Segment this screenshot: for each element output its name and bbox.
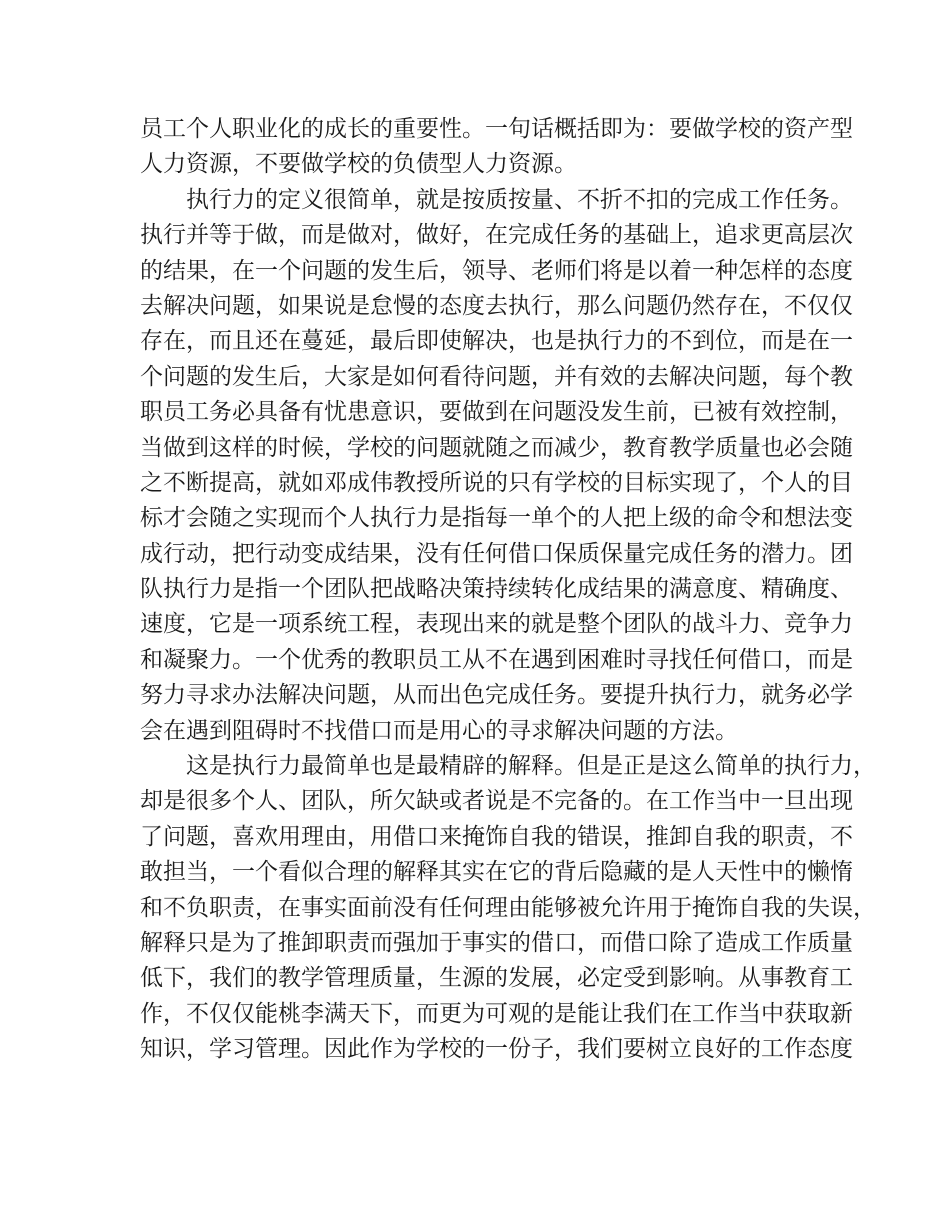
text-line: 敢担当，一个看似合理的解释其实在它的背后隐藏的是人天性中的懒惰: [140, 859, 853, 886]
text-line: 作，不仅仅能桃李满天下，而更为可观的是能让我们在工作当中获取新: [140, 1000, 853, 1027]
text-line: 的结果，在一个问题的发生后，领导、老师们将是以着一种怎样的态度: [140, 257, 853, 284]
text-line: 队执行力是指一个团队把战略决策持续转化成结果的满意度、精确度、: [140, 576, 853, 603]
text-line: 人力资源，不要做学校的负债型人力资源。: [140, 151, 577, 178]
text-line: 当做到这样的时候，学校的问题就随之而减少，教育教学质量也必会随: [140, 434, 853, 461]
text-line: 知识，学习管理。因此作为学校的一份子，我们要树立良好的工作态度: [140, 1036, 853, 1063]
text-line: 成行动，把行动变成结果，没有任何借口保质保量完成任务的潜力。团: [140, 540, 853, 567]
text-line: 解释只是为了推卸职责而强加于事实的借口，而借口除了造成工作质量: [140, 929, 853, 956]
text-line: 标才会随之实现而个人执行力是指每一单个的人把上级的命令和想法变: [140, 505, 853, 532]
text-line: 执行并等于做，而是做对，做好，在完成任务的基础上，追求更高层次: [140, 222, 853, 249]
text-line: 速度，它是一项系统工程，表现出来的就是整个团队的战斗力、竞争力: [140, 611, 853, 638]
text-line: 了问题，喜欢用理由，用借口来掩饰自我的错误，推卸自我的职责，不: [140, 823, 853, 850]
text-line: 却是很多个人、团队，所欠缺或者说是不完备的。在工作当中一旦出现: [140, 788, 853, 815]
text-line: 低下，我们的教学管理质量，生源的发展，必定受到影响。从事教育工: [140, 965, 853, 992]
text-line: 之不断提高，就如邓成伟教授所说的只有学校的目标实现了，个人的目: [140, 469, 853, 496]
text-line: 会在遇到阻碍时不找借口而是用心的寻求解决问题的方法。: [140, 717, 738, 744]
text-line: 去解决问题，如果说是怠慢的态度去执行，那么问题仍然存在，不仅仅: [140, 292, 853, 319]
text-line: 这是执行力最简单也是最精辟的解释。但是正是这么简单的执行力，: [186, 753, 876, 780]
text-line: 努力寻求办法解决问题，从而出色完成任务。要提升执行力，就务必学: [140, 682, 853, 709]
text-line: 职员工务必具备有忧患意识，要做到在问题没发生前，已被有效控制，: [140, 399, 853, 426]
text-line: 存在，而且还在蔓延，最后即使解决，也是执行力的不到位，而是在一: [140, 328, 853, 355]
text-line: 和凝聚力。一个优秀的教职员工从不在遇到困难时寻找任何借口，而是: [140, 646, 853, 673]
text-line: 员工个人职业化的成长的重要性。一句话概括即为：要做学校的资产型: [140, 116, 853, 142]
text-line: 执行力的定义很简单，就是按质按量、不折不扣的完成工作任务。: [186, 186, 853, 213]
text-line: 个问题的发生后，大家是如何看待问题，并有效的去解决问题，每个教: [140, 363, 853, 390]
body-text: [140, 112, 876, 1068]
text-line: 和不负职责，在事实面前没有任何理由能够被允许用于掩饰自我的失误，: [140, 894, 876, 921]
